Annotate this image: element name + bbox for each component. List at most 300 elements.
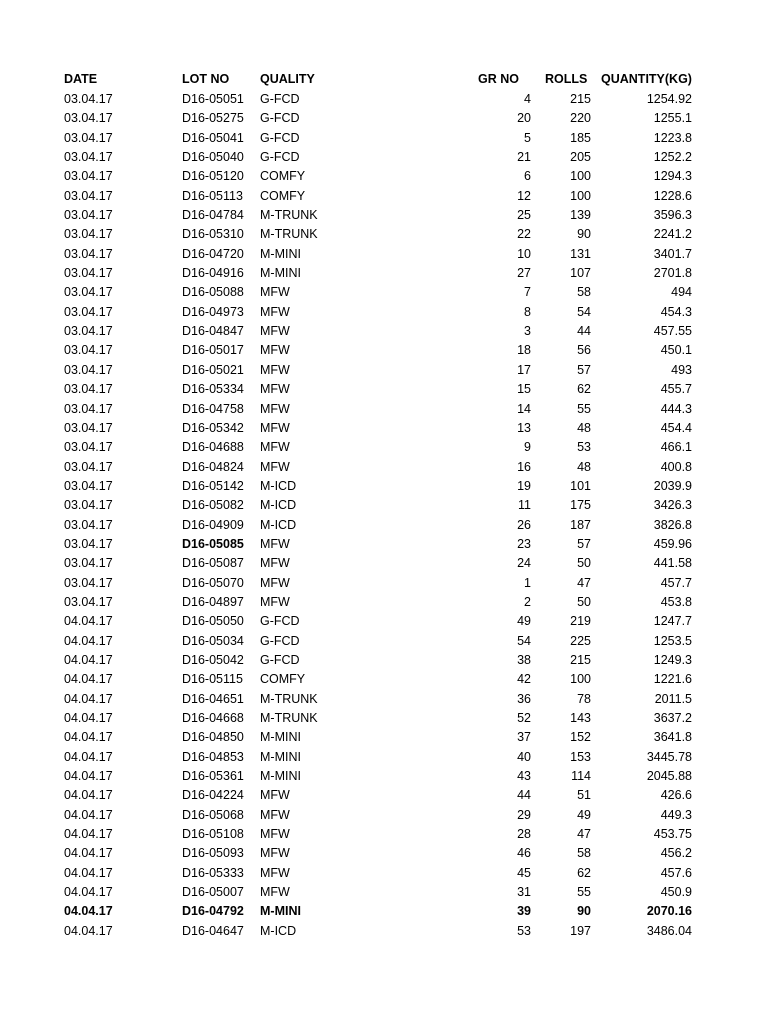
cell-date: 03.04.17 — [64, 130, 113, 145]
table-row — [0, 167, 768, 186]
cell-date: 04.04.17 — [64, 885, 113, 900]
cell-rolls: 107 — [570, 266, 591, 281]
cell-quality: MFW — [260, 827, 290, 842]
cell-gr-no: 42 — [517, 672, 531, 687]
cell-rolls: 58 — [577, 285, 591, 300]
cell-quality: G-FCD — [260, 633, 300, 648]
table-row — [0, 767, 768, 786]
cell-gr-no: 2 — [524, 594, 531, 609]
table-row — [0, 477, 768, 496]
cell-lot-no: D16-04850 — [182, 730, 244, 745]
cell-quantity: 3641.8 — [653, 730, 692, 745]
cell-date: 03.04.17 — [64, 420, 113, 435]
table-row — [0, 844, 768, 863]
cell-date: 03.04.17 — [64, 498, 113, 513]
cell-gr-no: 46 — [517, 846, 531, 861]
cell-gr-no: 17 — [517, 362, 531, 377]
cell-gr-no: 37 — [517, 730, 531, 745]
cell-rolls: 114 — [571, 769, 591, 784]
cell-rolls: 49 — [577, 807, 591, 822]
table-row — [0, 922, 768, 941]
table-row — [0, 148, 768, 167]
cell-quantity: 3445.78 — [646, 749, 692, 764]
cell-quality: M-MINI — [260, 246, 301, 261]
cell-rolls: 62 — [577, 865, 591, 880]
cell-quality: M-MINI — [260, 769, 301, 784]
cell-quantity: 449.3 — [660, 807, 692, 822]
cell-rolls: 153 — [570, 749, 591, 764]
cell-date: 03.04.17 — [64, 304, 113, 319]
cell-quality: M-MINI — [260, 749, 301, 764]
cell-gr-no: 27 — [517, 266, 531, 281]
cell-rolls: 100 — [570, 169, 591, 184]
cell-lot-no: D16-04853 — [182, 749, 244, 764]
cell-gr-no: 39 — [517, 904, 531, 919]
cell-rolls: 57 — [577, 536, 591, 551]
cell-rolls: 50 — [577, 594, 591, 609]
cell-lot-no: D16-05113 — [182, 188, 243, 203]
cell-lot-no: D16-05085 — [182, 536, 244, 551]
cell-rolls: 57 — [577, 362, 591, 377]
cell-quality: MFW — [260, 362, 290, 377]
cell-gr-no: 22 — [517, 227, 531, 242]
header-row — [0, 68, 768, 90]
table-row — [0, 786, 768, 805]
cell-date: 04.04.17 — [64, 633, 113, 648]
cell-date: 03.04.17 — [64, 536, 113, 551]
cell-rolls: 47 — [577, 827, 591, 842]
cell-quantity: 1228.6 — [653, 188, 692, 203]
cell-lot-no: D16-05041 — [182, 130, 244, 145]
cell-lot-no: D16-04897 — [182, 594, 244, 609]
cell-quantity: 457.7 — [660, 575, 692, 590]
cell-gr-no: 13 — [517, 420, 531, 435]
header-date: DATE — [64, 72, 98, 86]
cell-quality: M-MINI — [260, 730, 301, 745]
cell-date: 03.04.17 — [64, 150, 113, 165]
header-quantity: QUANTITY(KG) — [601, 72, 692, 86]
cell-quantity: 457.55 — [653, 324, 692, 339]
cell-rolls: 215 — [570, 652, 591, 667]
cell-quality: MFW — [260, 865, 290, 880]
cell-date: 03.04.17 — [64, 440, 113, 455]
cell-quality: MFW — [260, 285, 290, 300]
cell-date: 03.04.17 — [64, 401, 113, 416]
cell-quantity: 455.7 — [660, 382, 692, 397]
cell-lot-no: D16-05093 — [182, 846, 244, 861]
cell-lot-no: D16-05275 — [182, 111, 244, 126]
table-row — [0, 709, 768, 728]
cell-quantity: 1252.2 — [653, 150, 692, 165]
cell-lot-no: D16-05333 — [182, 865, 244, 880]
cell-quantity: 2701.8 — [653, 266, 692, 281]
table-row — [0, 90, 768, 109]
cell-gr-no: 49 — [517, 614, 531, 629]
cell-date: 03.04.17 — [64, 459, 113, 474]
cell-date: 03.04.17 — [64, 382, 113, 397]
cell-gr-no: 9 — [524, 440, 531, 455]
cell-rolls: 78 — [577, 691, 591, 706]
cell-lot-no: D16-05334 — [182, 382, 244, 397]
cell-quality: COMFY — [260, 169, 306, 184]
cell-date: 04.04.17 — [64, 711, 113, 725]
table-row — [0, 225, 768, 244]
cell-lot-no: D16-05042 — [182, 652, 244, 667]
cell-quality: MFW — [260, 459, 290, 474]
cell-rolls: 152 — [570, 730, 591, 745]
cell-date: 04.04.17 — [64, 652, 113, 667]
cell-rolls: 131 — [570, 246, 591, 261]
header-lot-no: LOT NO — [182, 72, 230, 86]
cell-gr-no: 18 — [517, 343, 531, 358]
table-row — [0, 109, 768, 128]
cell-lot-no: D16-04688 — [182, 440, 244, 455]
cell-quantity: 1249.3 — [653, 652, 692, 667]
cell-lot-no: D16-04720 — [182, 246, 244, 261]
cell-date: 03.04.17 — [64, 324, 113, 339]
cell-gr-no: 19 — [517, 478, 531, 493]
table-row — [0, 748, 768, 767]
cell-rolls: 55 — [577, 401, 591, 416]
cell-quality: M-ICD — [260, 478, 297, 493]
cell-rolls: 48 — [577, 459, 591, 474]
cell-quality: MFW — [260, 885, 290, 900]
cell-lot-no: D16-05087 — [182, 556, 244, 571]
cell-quality: M-MINI — [260, 266, 301, 281]
cell-lot-no: D16-04784 — [182, 208, 244, 223]
cell-date: 03.04.17 — [64, 111, 113, 126]
cell-date: 04.04.17 — [64, 730, 113, 745]
cell-quality: MFW — [260, 575, 290, 590]
cell-rolls: 56 — [577, 343, 591, 358]
cell-lot-no: D16-05040 — [182, 150, 244, 165]
cell-lot-no: D16-05034 — [182, 633, 244, 648]
cell-gr-no: 53 — [517, 923, 531, 938]
cell-quality: MFW — [260, 420, 290, 435]
cell-rolls: 197 — [570, 923, 591, 938]
cell-quality: MFW — [260, 594, 290, 609]
table-row — [0, 322, 768, 341]
cell-rolls: 100 — [570, 188, 591, 203]
cell-date: 04.04.17 — [64, 769, 113, 784]
cell-quantity: 1254.92 — [646, 92, 692, 106]
cell-lot-no: D16-05342 — [182, 420, 244, 435]
cell-lot-no: D16-04792 — [182, 904, 244, 919]
cell-gr-no: 36 — [517, 691, 531, 706]
cell-rolls: 139 — [570, 208, 591, 223]
cell-lot-no: D16-05050 — [182, 614, 244, 629]
cell-quality: COMFY — [260, 188, 306, 203]
cell-date: 03.04.17 — [64, 188, 113, 203]
cell-rolls: 62 — [577, 382, 591, 397]
cell-quantity: 426.6 — [660, 788, 692, 803]
table-row — [0, 574, 768, 593]
cell-quantity: 2039.9 — [653, 478, 692, 493]
cell-quantity: 454.4 — [660, 420, 692, 435]
table-row — [0, 612, 768, 631]
table-row — [0, 438, 768, 457]
cell-lot-no: D16-05017 — [182, 343, 244, 358]
cell-gr-no: 28 — [517, 827, 531, 842]
cell-quantity: 450.9 — [660, 885, 692, 900]
cell-quantity: 494 — [671, 285, 692, 300]
cell-lot-no: D16-04224 — [182, 788, 244, 803]
cell-lot-no: D16-04647 — [182, 923, 244, 938]
table-row — [0, 419, 768, 438]
cell-rolls: 90 — [577, 904, 591, 919]
table-row — [0, 187, 768, 206]
cell-lot-no: D16-05142 — [182, 478, 244, 493]
cell-date: 03.04.17 — [64, 266, 113, 281]
cell-date: 04.04.17 — [64, 614, 113, 629]
cell-quantity: 1253.5 — [653, 633, 692, 648]
cell-gr-no: 3 — [524, 324, 531, 339]
cell-quantity: 1221.6 — [653, 672, 692, 687]
table-row — [0, 593, 768, 612]
cell-lot-no: D16-05120 — [182, 169, 244, 184]
cell-rolls: 205 — [570, 150, 591, 165]
table-row — [0, 458, 768, 477]
cell-date: 03.04.17 — [64, 362, 113, 377]
cell-rolls: 219 — [570, 614, 591, 629]
cell-gr-no: 6 — [524, 169, 531, 184]
cell-lot-no: D16-05115 — [182, 672, 243, 687]
cell-rolls: 50 — [577, 556, 591, 571]
table-row — [0, 864, 768, 883]
cell-gr-no: 45 — [517, 865, 531, 880]
cell-date: 03.04.17 — [64, 169, 113, 184]
cell-quality: M-ICD — [260, 498, 297, 513]
cell-lot-no: D16-04916 — [182, 266, 244, 281]
cell-quantity: 400.8 — [660, 459, 692, 474]
cell-quantity: 457.6 — [660, 865, 692, 880]
cell-quality: MFW — [260, 343, 290, 358]
cell-date: 04.04.17 — [64, 788, 113, 803]
cell-quantity: 444.3 — [660, 401, 692, 416]
table-body — [0, 90, 768, 941]
cell-gr-no: 25 — [517, 208, 531, 223]
cell-gr-no: 44 — [517, 788, 531, 803]
cell-quality: MFW — [260, 401, 290, 416]
cell-quantity: 3596.3 — [653, 208, 692, 223]
table-row — [0, 728, 768, 747]
cell-rolls: 90 — [577, 227, 591, 242]
cell-quantity: 3637.2 — [653, 711, 692, 725]
cell-gr-no: 10 — [517, 246, 531, 261]
cell-quantity: 453.8 — [660, 594, 692, 609]
cell-quality: MFW — [260, 788, 290, 803]
cell-quality: M-ICD — [260, 517, 297, 532]
cell-rolls: 47 — [577, 575, 591, 590]
cell-quality: G-FCD — [260, 614, 300, 629]
table-row — [0, 690, 768, 709]
cell-date: 03.04.17 — [64, 343, 113, 358]
cell-gr-no: 7 — [524, 285, 531, 300]
cell-rolls: 54 — [577, 304, 591, 319]
cell-gr-no: 8 — [524, 304, 531, 319]
cell-rolls: 100 — [570, 672, 591, 687]
cell-lot-no: D16-05361 — [182, 769, 244, 784]
cell-quantity: 1223.8 — [653, 130, 692, 145]
table-row — [0, 245, 768, 264]
table-row — [0, 806, 768, 825]
cell-quantity: 2241.2 — [653, 227, 692, 242]
cell-gr-no: 38 — [517, 652, 531, 667]
cell-lot-no: D16-04651 — [182, 691, 244, 706]
table-row — [0, 361, 768, 380]
cell-date: 03.04.17 — [64, 594, 113, 609]
cell-quality: M-TRUNK — [260, 691, 318, 706]
cell-quantity: 459.96 — [653, 536, 692, 551]
cell-quantity: 466.1 — [660, 440, 692, 455]
cell-lot-no: D16-05007 — [182, 885, 244, 900]
header-rolls: ROLLS — [545, 72, 588, 86]
table-row — [0, 283, 768, 302]
cell-lot-no: D16-04824 — [182, 459, 244, 474]
cell-quantity: 1294.3 — [653, 169, 692, 184]
cell-quality: MFW — [260, 846, 290, 861]
cell-quantity: 441.58 — [653, 556, 692, 571]
cell-gr-no: 12 — [517, 188, 531, 203]
cell-date: 04.04.17 — [64, 807, 113, 822]
cell-date: 03.04.17 — [64, 556, 113, 571]
cell-quantity: 3426.3 — [653, 498, 692, 513]
cell-quantity: 2045.88 — [646, 769, 692, 784]
cell-quality: M-TRUNK — [260, 711, 318, 725]
cell-quantity: 3486.04 — [646, 923, 692, 938]
table-row — [0, 632, 768, 651]
cell-lot-no: D16-04973 — [182, 304, 244, 319]
cell-gr-no: 29 — [517, 807, 531, 822]
table-row — [0, 206, 768, 225]
cell-quality: G-FCD — [260, 111, 300, 126]
cell-date: 03.04.17 — [64, 285, 113, 300]
cell-gr-no: 11 — [518, 498, 531, 513]
cell-quality: MFW — [260, 807, 290, 822]
table-row — [0, 554, 768, 573]
cell-quantity: 493 — [671, 362, 692, 377]
cell-rolls: 55 — [577, 885, 591, 900]
table-row — [0, 883, 768, 902]
cell-rolls: 44 — [577, 324, 591, 339]
cell-gr-no: 15 — [517, 382, 531, 397]
cell-gr-no: 40 — [517, 749, 531, 764]
cell-gr-no: 14 — [517, 401, 531, 416]
cell-date: 04.04.17 — [64, 749, 113, 764]
cell-rolls: 143 — [570, 711, 591, 725]
cell-lot-no: D16-05051 — [182, 92, 244, 106]
table-row — [0, 670, 768, 689]
table-row — [0, 264, 768, 283]
cell-quantity: 1255.1 — [653, 111, 692, 126]
cell-rolls: 48 — [577, 420, 591, 435]
cell-date: 03.04.17 — [64, 575, 113, 590]
cell-quantity: 450.1 — [660, 343, 692, 358]
cell-lot-no: D16-05070 — [182, 575, 244, 590]
cell-gr-no: 31 — [517, 885, 531, 900]
cell-gr-no: 16 — [517, 459, 531, 474]
cell-lot-no: D16-05108 — [182, 827, 244, 842]
cell-lot-no: D16-05068 — [182, 807, 244, 822]
cell-date: 04.04.17 — [64, 923, 113, 938]
cell-quantity: 1247.7 — [653, 614, 692, 629]
spreadsheet — [0, 68, 768, 941]
cell-date: 04.04.17 — [64, 827, 113, 842]
table-row — [0, 400, 768, 419]
cell-date: 04.04.17 — [64, 865, 113, 880]
table-row — [0, 902, 768, 921]
cell-gr-no: 26 — [517, 517, 531, 532]
table-row — [0, 129, 768, 148]
cell-gr-no: 1 — [524, 575, 531, 590]
cell-gr-no: 52 — [517, 711, 531, 725]
cell-date: 03.04.17 — [64, 92, 113, 106]
cell-gr-no: 4 — [524, 92, 531, 106]
header-quality: QUALITY — [260, 72, 315, 86]
cell-gr-no: 20 — [517, 111, 531, 126]
cell-gr-no: 24 — [517, 556, 531, 571]
cell-gr-no: 5 — [524, 130, 531, 145]
cell-quantity: 2070.16 — [646, 904, 692, 919]
cell-quantity: 2011.5 — [654, 691, 692, 706]
cell-rolls: 185 — [570, 130, 591, 145]
cell-quality: G-FCD — [260, 130, 300, 145]
cell-lot-no: D16-05088 — [182, 285, 244, 300]
cell-quality: G-FCD — [260, 92, 300, 106]
header-gr-no: GR NO — [478, 72, 519, 86]
table-row — [0, 516, 768, 535]
cell-rolls: 101 — [570, 478, 591, 493]
cell-quantity: 3401.7 — [653, 246, 692, 261]
cell-gr-no: 21 — [517, 150, 531, 165]
cell-quality: MFW — [260, 324, 290, 339]
cell-rolls: 53 — [577, 440, 591, 455]
cell-quality: MFW — [260, 440, 290, 455]
table-row — [0, 825, 768, 844]
cell-date: 04.04.17 — [64, 691, 113, 706]
cell-quality: G-FCD — [260, 652, 300, 667]
cell-date: 04.04.17 — [64, 846, 113, 861]
cell-lot-no: D16-04758 — [182, 401, 244, 416]
cell-date: 03.04.17 — [64, 478, 113, 493]
cell-rolls: 51 — [577, 788, 591, 803]
cell-rolls: 220 — [570, 111, 591, 126]
cell-lot-no: D16-05021 — [182, 362, 244, 377]
cell-quantity: 3826.8 — [653, 517, 692, 532]
cell-lot-no: D16-04909 — [182, 517, 244, 532]
table-row — [0, 651, 768, 670]
cell-rolls: 225 — [570, 633, 591, 648]
cell-rolls: 187 — [570, 517, 591, 532]
cell-lot-no: D16-05082 — [182, 498, 244, 513]
cell-date: 04.04.17 — [64, 904, 113, 919]
cell-gr-no: 43 — [517, 769, 531, 784]
cell-rolls: 175 — [570, 498, 591, 513]
cell-quality: MFW — [260, 304, 290, 319]
cell-quality: MFW — [260, 382, 290, 397]
cell-quantity: 456.2 — [660, 846, 692, 861]
table-row — [0, 535, 768, 554]
cell-gr-no: 23 — [517, 536, 531, 551]
cell-lot-no: D16-05310 — [182, 227, 244, 242]
cell-quality: M-ICD — [260, 923, 297, 938]
table-row — [0, 303, 768, 322]
cell-date: 03.04.17 — [64, 246, 113, 261]
cell-lot-no: D16-04847 — [182, 324, 244, 339]
cell-quantity: 454.3 — [660, 304, 692, 319]
cell-date: 03.04.17 — [64, 517, 113, 532]
cell-quality: M-TRUNK — [260, 208, 318, 223]
